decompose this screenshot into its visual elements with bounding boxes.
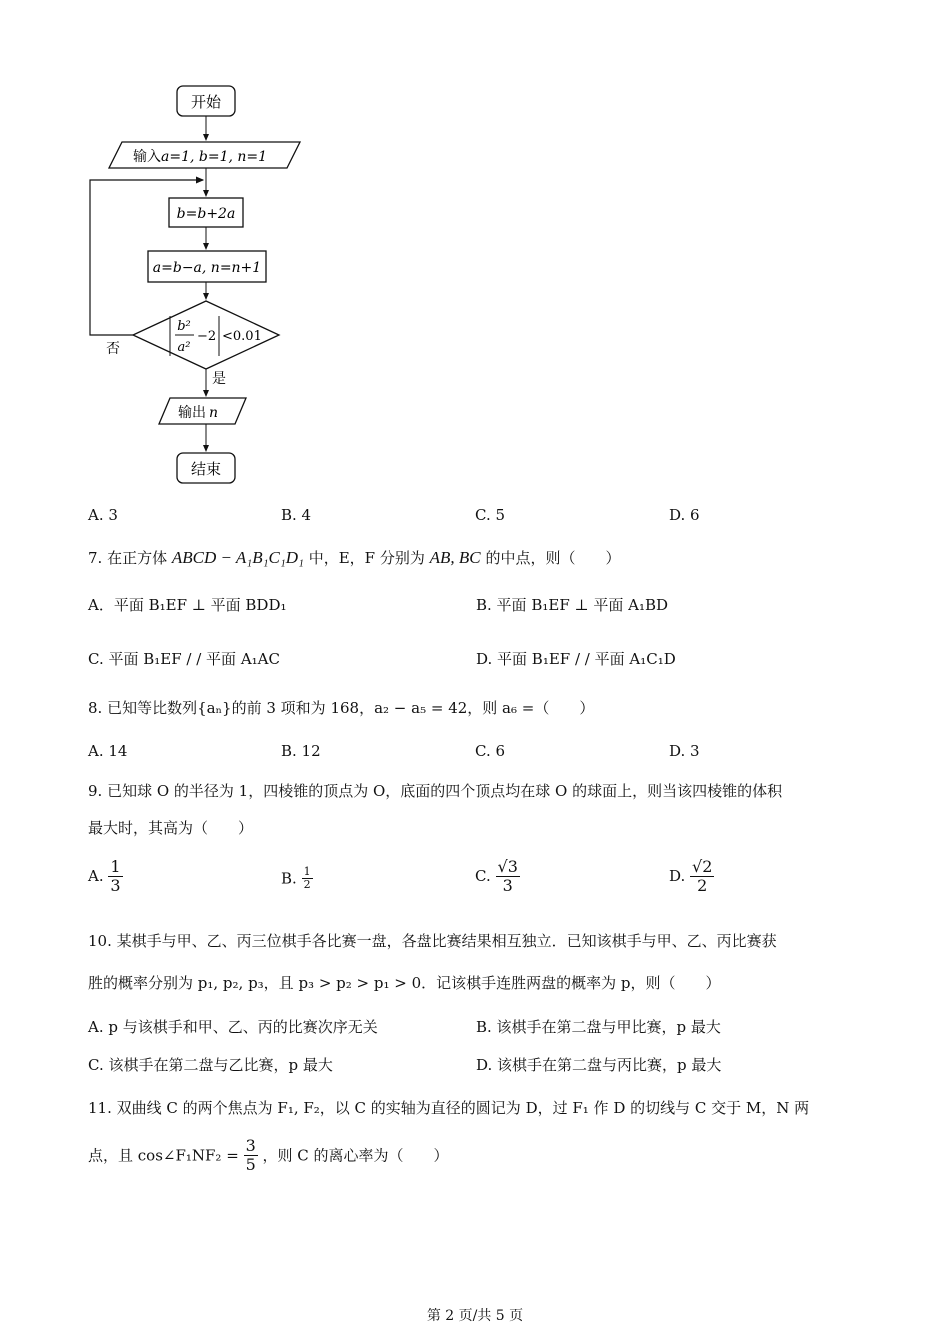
input-prefix: 输入	[133, 149, 161, 165]
q6-option-d: D. 6	[669, 506, 700, 524]
start-text: 开始	[190, 93, 222, 111]
q10-option-b: B. 该棋手在第二盘与甲比赛，p 最大	[476, 1018, 721, 1036]
cond-rhs: <0.01	[222, 329, 262, 344]
q7-option-d: D. 平面 B₁EF / / 平面 A₁C₁D	[476, 650, 676, 668]
svg-text:输出n	[178, 405, 218, 421]
loop-back-line	[90, 180, 203, 335]
q7-stem: 7. 在正方体 ABCD − A₁B₁C₁D₁ 中，E，F 分别为 AB, BC 的中点，则（ ）	[88, 548, 621, 567]
q8-option-b: B. 12	[281, 742, 321, 760]
q10-line2: 胜的概率分别为 p₁, p₂, p₃，且 p₃ > p₂ > p₁ > 0．记该棋手连胜两盘的概率为 p，则（ ）	[88, 974, 721, 992]
cond-numerator: b²	[177, 319, 191, 334]
q9-option-c: C. $\frac{√3}{3}$	[475, 857, 518, 895]
end-text: 结束	[190, 460, 222, 478]
q11-line1: 11. 双曲线 C 的两个焦点为 F₁, F₂，以 C 的实轴为直径的圆记为 D，过 F₁ 作 D 的切线与 C 交于 M，N 两	[88, 1099, 810, 1117]
q8-option-a: A. 14	[88, 742, 128, 760]
q6-option-a: A. 3	[88, 506, 118, 524]
q10-option-d: D. 该棋手在第二盘与丙比赛，p 最大	[476, 1056, 722, 1074]
cond-denominator: a²	[177, 340, 191, 355]
no-label: 否	[106, 341, 120, 357]
page-footer: 第 2 页/共 5 页	[426, 1308, 524, 1324]
q11-line2: 点，且 cos∠F₁NF₂ = $\frac{3}{5}$ ，则 C 的离心率为（ ）	[88, 1136, 449, 1174]
q10-option-a: A. p 与该棋手和甲、乙、丙的比赛次序无关	[88, 1018, 378, 1036]
q9-option-d: D. $\frac{√2}{2}$	[669, 857, 713, 895]
flowchart	[0, 0, 330, 500]
cond-rest: −2	[197, 329, 217, 344]
q8-option-c: C. 6	[475, 742, 506, 760]
q9-line2: 最大时，其高为（ ）	[88, 819, 254, 837]
q7-option-c: C. 平面 B₁EF / / 平面 A₁AC	[88, 650, 280, 668]
q10-option-c: C. 该棋手在第二盘与乙比赛，p 最大	[88, 1056, 333, 1074]
q8-option-d: D. 3	[669, 742, 700, 760]
yes-label: 是	[212, 371, 226, 387]
output-prefix: 输出	[178, 405, 206, 421]
q9-option-b: B. $\frac{1}{2}$	[281, 865, 311, 892]
q8-stem: 8. 已知等比数列{aₙ}的前 3 项和为 168，a₂ − a₅ = 42，则 a₆ =（ ）	[88, 699, 595, 717]
output-var: n	[209, 405, 219, 421]
q9-option-a: A. $\frac{1}{3}$	[88, 857, 121, 895]
svg-text:输入a=1, b=1, n=1	[133, 149, 267, 165]
q7-option-b: B. 平面 B₁EF ⊥ 平面 A₁BD	[476, 596, 669, 614]
q6-option-c: C. 5	[475, 506, 506, 524]
input-vars: a=1, b=1, n=1	[161, 149, 268, 165]
q7-option-a: A．平面 B₁EF ⊥ 平面 BDD₁	[88, 596, 287, 614]
q10-line1: 10. 某棋手与甲、乙、丙三位棋手各比赛一盘，各盘比赛结果相互独立．已知该棋手与甲、乙、丙比赛获	[88, 932, 777, 950]
step1-text: b=b+2a	[176, 206, 236, 222]
q6-option-b: B. 4	[281, 506, 312, 524]
q9-line1: 9. 已知球 O 的半径为 1，四棱锥的顶点为 O，底面的四个顶点均在球 O 的球面上，则当该四棱锥的体积	[88, 782, 783, 800]
step2-text: a=b−a, n=n+1	[152, 260, 262, 276]
